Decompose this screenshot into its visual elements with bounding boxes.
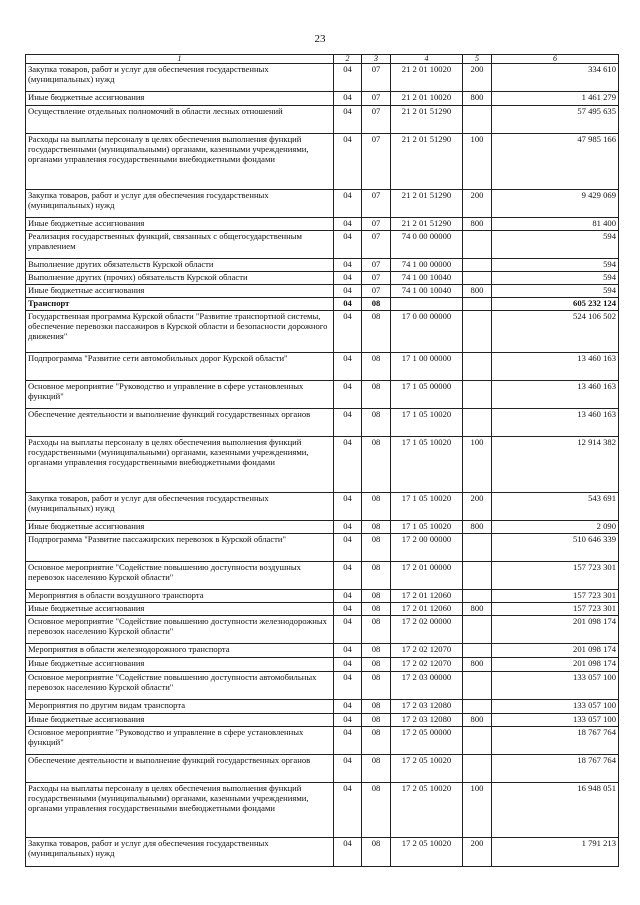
cell-vr: 100 <box>463 134 492 190</box>
cell-csr: 21 2 01 51290 <box>391 218 463 231</box>
cell-vr: 200 <box>463 190 492 218</box>
cell-vr <box>463 590 492 603</box>
cell-rz: 04 <box>334 272 362 285</box>
cell-sum: 16 948 051 <box>492 783 619 838</box>
cell-name: Основное мероприятие "Содействие повышению доступности железнодорожных перевозок населению Курской области" <box>26 616 334 644</box>
cell-pr: 08 <box>362 493 391 521</box>
page-number: 23 <box>314 33 326 45</box>
cell-pr: 08 <box>362 672 391 700</box>
cell-vr <box>463 562 492 590</box>
cell-csr: 17 2 05 10020 <box>391 783 463 838</box>
cell-csr: 17 2 02 12070 <box>391 644 463 658</box>
cell-csr: 21 2 01 51290 <box>391 190 463 218</box>
cell-pr: 08 <box>362 521 391 534</box>
table-row <box>26 590 619 603</box>
cell-rz: 04 <box>334 562 362 590</box>
table-row <box>26 64 619 92</box>
table-row <box>26 755 619 783</box>
cell-csr: 17 2 05 10020 <box>391 838 463 867</box>
cell-vr <box>463 298 492 311</box>
cell-rz: 04 <box>334 298 362 311</box>
cell-pr: 08 <box>362 755 391 783</box>
column-header: 4 <box>391 55 463 64</box>
cell-name: Закупка товаров, работ и услуг для обеспечения государственных (муниципальных) нужд <box>26 190 334 218</box>
cell-name: Иные бюджетные ассигнования <box>26 285 334 298</box>
cell-vr: 200 <box>463 838 492 867</box>
table-row <box>26 616 619 644</box>
column-header: 6 <box>492 55 619 64</box>
cell-pr: 08 <box>362 534 391 562</box>
cell-sum: 133 057 100 <box>492 700 619 714</box>
cell-rz: 04 <box>334 231 362 259</box>
cell-name: Реализация государственных функций, связанных с общегосударственным управлением <box>26 231 334 259</box>
cell-csr: 17 2 01 12060 <box>391 590 463 603</box>
cell-pr: 07 <box>362 106 391 134</box>
table-row <box>26 783 619 838</box>
table-row <box>26 259 619 272</box>
cell-pr: 08 <box>362 727 391 755</box>
cell-rz: 04 <box>334 658 362 672</box>
cell-sum: 605 232 124 <box>492 298 619 311</box>
cell-sum: 201 098 174 <box>492 644 619 658</box>
table-row <box>26 190 619 218</box>
cell-csr: 21 2 01 10020 <box>391 64 463 92</box>
cell-sum: 524 106 502 <box>492 311 619 353</box>
cell-rz: 04 <box>334 644 362 658</box>
cell-pr: 07 <box>362 218 391 231</box>
cell-rz: 04 <box>334 134 362 190</box>
cell-pr: 08 <box>362 644 391 658</box>
column-header: 3 <box>362 55 391 64</box>
cell-rz: 04 <box>334 218 362 231</box>
cell-vr <box>463 353 492 381</box>
cell-rz: 04 <box>334 838 362 867</box>
cell-sum: 201 098 174 <box>492 616 619 644</box>
cell-sum: 12 914 382 <box>492 437 619 493</box>
cell-vr <box>463 755 492 783</box>
table-row <box>26 603 619 616</box>
cell-csr: 21 2 01 51290 <box>391 106 463 134</box>
cell-sum: 594 <box>492 272 619 285</box>
cell-sum: 594 <box>492 231 619 259</box>
cell-name: Иные бюджетные ассигнования <box>26 521 334 534</box>
cell-sum: 334 610 <box>492 64 619 92</box>
cell-csr: 17 2 03 12080 <box>391 700 463 714</box>
cell-name: Закупка товаров, работ и услуг для обеспечения государственных (муниципальных) нужд <box>26 838 334 867</box>
cell-pr: 08 <box>362 381 391 409</box>
table-row <box>26 272 619 285</box>
cell-sum: 9 429 069 <box>492 190 619 218</box>
cell-sum: 510 646 339 <box>492 534 619 562</box>
table-row <box>26 134 619 190</box>
cell-sum: 2 090 <box>492 521 619 534</box>
cell-rz: 04 <box>334 603 362 616</box>
cell-csr: 17 2 05 10020 <box>391 755 463 783</box>
cell-rz: 04 <box>334 590 362 603</box>
cell-rz: 04 <box>334 409 362 437</box>
cell-rz: 04 <box>334 437 362 493</box>
table-row <box>26 493 619 521</box>
table-row <box>26 92 619 106</box>
table-row <box>26 838 619 867</box>
table-row <box>26 218 619 231</box>
cell-vr <box>463 311 492 353</box>
cell-name: Закупка товаров, работ и услуг для обеспечения государственных (муниципальных) нужд <box>26 64 334 92</box>
cell-rz: 04 <box>334 700 362 714</box>
cell-name: Мероприятия в области железнодорожного транспорта <box>26 644 334 658</box>
column-header: 5 <box>463 55 492 64</box>
cell-name: Основное мероприятие "Руководство и управление в сфере установленных функций" <box>26 381 334 409</box>
cell-pr: 08 <box>362 616 391 644</box>
table-row <box>26 658 619 672</box>
cell-pr: 08 <box>362 353 391 381</box>
cell-name: Подпрограмма "Развитие сети автомобильных дорог Курской области" <box>26 353 334 381</box>
cell-pr: 07 <box>362 64 391 92</box>
cell-csr: 17 2 05 00000 <box>391 727 463 755</box>
cell-pr: 08 <box>362 783 391 838</box>
cell-sum: 13 460 163 <box>492 381 619 409</box>
column-header: 1 <box>26 55 334 64</box>
cell-csr: 17 1 05 00000 <box>391 381 463 409</box>
cell-vr <box>463 644 492 658</box>
cell-sum: 201 098 174 <box>492 658 619 672</box>
table-row <box>26 231 619 259</box>
cell-csr: 17 2 01 00000 <box>391 562 463 590</box>
cell-vr <box>463 259 492 272</box>
cell-csr: 17 0 00 00000 <box>391 311 463 353</box>
cell-name: Иные бюджетные ассигнования <box>26 218 334 231</box>
cell-rz: 04 <box>334 534 362 562</box>
cell-name: Обеспечение деятельности и выполнение функций государственных органов <box>26 409 334 437</box>
cell-vr <box>463 409 492 437</box>
cell-pr: 07 <box>362 231 391 259</box>
cell-csr: 17 1 00 00000 <box>391 353 463 381</box>
cell-vr <box>463 106 492 134</box>
cell-sum: 157 723 301 <box>492 603 619 616</box>
cell-sum: 133 057 100 <box>492 714 619 727</box>
cell-vr: 200 <box>463 64 492 92</box>
cell-vr: 800 <box>463 658 492 672</box>
cell-pr: 08 <box>362 714 391 727</box>
cell-name: Закупка товаров, работ и услуг для обеспечения государственных (муниципальных) нужд <box>26 493 334 521</box>
cell-vr: 100 <box>463 437 492 493</box>
cell-vr: 800 <box>463 521 492 534</box>
cell-rz: 04 <box>334 259 362 272</box>
cell-sum: 157 723 301 <box>492 590 619 603</box>
cell-name: Иные бюджетные ассигнования <box>26 92 334 106</box>
cell-vr <box>463 381 492 409</box>
cell-pr: 08 <box>362 658 391 672</box>
cell-name: Основное мероприятие "Содействие повышению доступности воздушных перевозок населению Курской области" <box>26 562 334 590</box>
table-row <box>26 311 619 353</box>
cell-name: Подпрограмма "Развитие пассажирских перевозок в Курской области" <box>26 534 334 562</box>
cell-name: Расходы на выплаты персоналу в целях обеспечения выполнения функций государственными (муниципальными) органами, казенными учреждениями, органами управления государственными внебюджетными фондами <box>26 783 334 838</box>
cell-rz: 04 <box>334 353 362 381</box>
cell-sum: 13 460 163 <box>492 353 619 381</box>
cell-rz: 04 <box>334 64 362 92</box>
table-row <box>26 285 619 298</box>
cell-csr: 74 1 00 10040 <box>391 285 463 298</box>
cell-pr: 07 <box>362 272 391 285</box>
cell-csr: 17 2 01 12060 <box>391 603 463 616</box>
table-row <box>26 298 619 311</box>
cell-pr: 08 <box>362 311 391 353</box>
cell-sum: 133 057 100 <box>492 672 619 700</box>
cell-csr: 17 2 02 00000 <box>391 616 463 644</box>
header-row <box>26 55 619 64</box>
cell-vr: 200 <box>463 493 492 521</box>
cell-rz: 04 <box>334 727 362 755</box>
table-row <box>26 534 619 562</box>
table-row <box>26 381 619 409</box>
cell-pr: 08 <box>362 603 391 616</box>
cell-sum: 81 400 <box>492 218 619 231</box>
cell-name: Обеспечение деятельности и выполнение функций государственных органов <box>26 755 334 783</box>
cell-vr <box>463 727 492 755</box>
cell-rz: 04 <box>334 672 362 700</box>
cell-sum: 594 <box>492 285 619 298</box>
cell-name: Иные бюджетные ассигнования <box>26 714 334 727</box>
cell-sum: 13 460 163 <box>492 409 619 437</box>
table-row <box>26 700 619 714</box>
cell-pr: 07 <box>362 134 391 190</box>
cell-pr: 08 <box>362 700 391 714</box>
cell-name: Мероприятия в области воздушного транспорта <box>26 590 334 603</box>
cell-vr <box>463 534 492 562</box>
cell-pr: 08 <box>362 409 391 437</box>
cell-csr: 17 2 02 12070 <box>391 658 463 672</box>
cell-rz: 04 <box>334 493 362 521</box>
cell-name: Осуществление отдельных полномочий в области лесных отношений <box>26 106 334 134</box>
cell-csr: 17 2 00 00000 <box>391 534 463 562</box>
cell-name: Расходы на выплаты персоналу в целях обеспечения выполнения функций государственными (муниципальными) органами, казенными учреждениями, органами управления государственными внебюджетными фондами <box>26 134 334 190</box>
cell-sum: 594 <box>492 259 619 272</box>
cell-rz: 04 <box>334 285 362 298</box>
cell-csr: 17 1 05 10020 <box>391 521 463 534</box>
cell-rz: 04 <box>334 381 362 409</box>
cell-csr: 74 1 00 10040 <box>391 272 463 285</box>
cell-name: Мероприятия по другим видам транспорта <box>26 700 334 714</box>
cell-pr: 08 <box>362 838 391 867</box>
cell-vr: 800 <box>463 218 492 231</box>
cell-pr: 08 <box>362 298 391 311</box>
cell-sum: 47 985 166 <box>492 134 619 190</box>
table-row <box>26 727 619 755</box>
cell-csr: 17 2 03 12080 <box>391 714 463 727</box>
cell-pr: 08 <box>362 590 391 603</box>
cell-name: Основное мероприятие "Руководство и управление в сфере установленных функций" <box>26 727 334 755</box>
table-row <box>26 106 619 134</box>
cell-csr: 17 1 05 10020 <box>391 493 463 521</box>
cell-vr <box>463 672 492 700</box>
cell-vr: 800 <box>463 92 492 106</box>
cell-csr: 17 2 03 00000 <box>391 672 463 700</box>
cell-sum: 543 691 <box>492 493 619 521</box>
cell-csr: 74 1 00 00000 <box>391 259 463 272</box>
cell-vr <box>463 272 492 285</box>
cell-name: Государственная программа Курской области "Развитие транспортной системы, обеспечение перевозки пассажиров в Курской области и безопасности дорожного движения" <box>26 311 334 353</box>
table-row <box>26 437 619 493</box>
table-row <box>26 409 619 437</box>
cell-vr: 800 <box>463 285 492 298</box>
cell-sum: 157 723 301 <box>492 562 619 590</box>
table-row <box>26 644 619 658</box>
table-row <box>26 353 619 381</box>
column-header: 2 <box>334 55 362 64</box>
cell-rz: 04 <box>334 311 362 353</box>
cell-csr: 74 0 00 00000 <box>391 231 463 259</box>
cell-rz: 04 <box>334 755 362 783</box>
table-row <box>26 714 619 727</box>
cell-pr: 07 <box>362 190 391 218</box>
cell-vr <box>463 700 492 714</box>
cell-name: Транспорт <box>26 298 334 311</box>
cell-pr: 07 <box>362 285 391 298</box>
cell-sum: 57 495 635 <box>492 106 619 134</box>
cell-csr: 21 2 01 10020 <box>391 92 463 106</box>
cell-csr <box>391 298 463 311</box>
cell-rz: 04 <box>334 106 362 134</box>
cell-name: Выполнение других (прочих) обязательств Курской области <box>26 272 334 285</box>
cell-csr: 17 1 05 10020 <box>391 409 463 437</box>
cell-csr: 17 1 05 10020 <box>391 437 463 493</box>
cell-vr: 100 <box>463 783 492 838</box>
cell-pr: 07 <box>362 259 391 272</box>
table-row <box>26 521 619 534</box>
cell-vr: 800 <box>463 603 492 616</box>
cell-csr: 21 2 01 51290 <box>391 134 463 190</box>
cell-sum: 18 767 764 <box>492 755 619 783</box>
cell-rz: 04 <box>334 190 362 218</box>
budget-table <box>25 54 619 867</box>
table-row <box>26 562 619 590</box>
table-body <box>26 64 619 867</box>
cell-vr <box>463 616 492 644</box>
cell-name: Иные бюджетные ассигнования <box>26 603 334 616</box>
cell-vr <box>463 231 492 259</box>
cell-pr: 08 <box>362 437 391 493</box>
cell-vr: 800 <box>463 714 492 727</box>
cell-name: Основное мероприятие "Содействие повышению доступности автомобильных перевозок населению Курской области" <box>26 672 334 700</box>
cell-rz: 04 <box>334 616 362 644</box>
cell-name: Расходы на выплаты персоналу в целях обеспечения выполнения функций государственными (муниципальными) органами, казенными учреждениями, органами управления государственными внебюджетными фондами <box>26 437 334 493</box>
cell-rz: 04 <box>334 714 362 727</box>
cell-pr: 07 <box>362 92 391 106</box>
cell-rz: 04 <box>334 92 362 106</box>
cell-name: Иные бюджетные ассигнования <box>26 658 334 672</box>
cell-pr: 08 <box>362 562 391 590</box>
cell-sum: 1 791 213 <box>492 838 619 867</box>
cell-name: Выполнение других обязательств Курской области <box>26 259 334 272</box>
cell-rz: 04 <box>334 783 362 838</box>
table-row <box>26 672 619 700</box>
cell-rz: 04 <box>334 521 362 534</box>
cell-sum: 18 767 764 <box>492 727 619 755</box>
cell-sum: 1 461 279 <box>492 92 619 106</box>
